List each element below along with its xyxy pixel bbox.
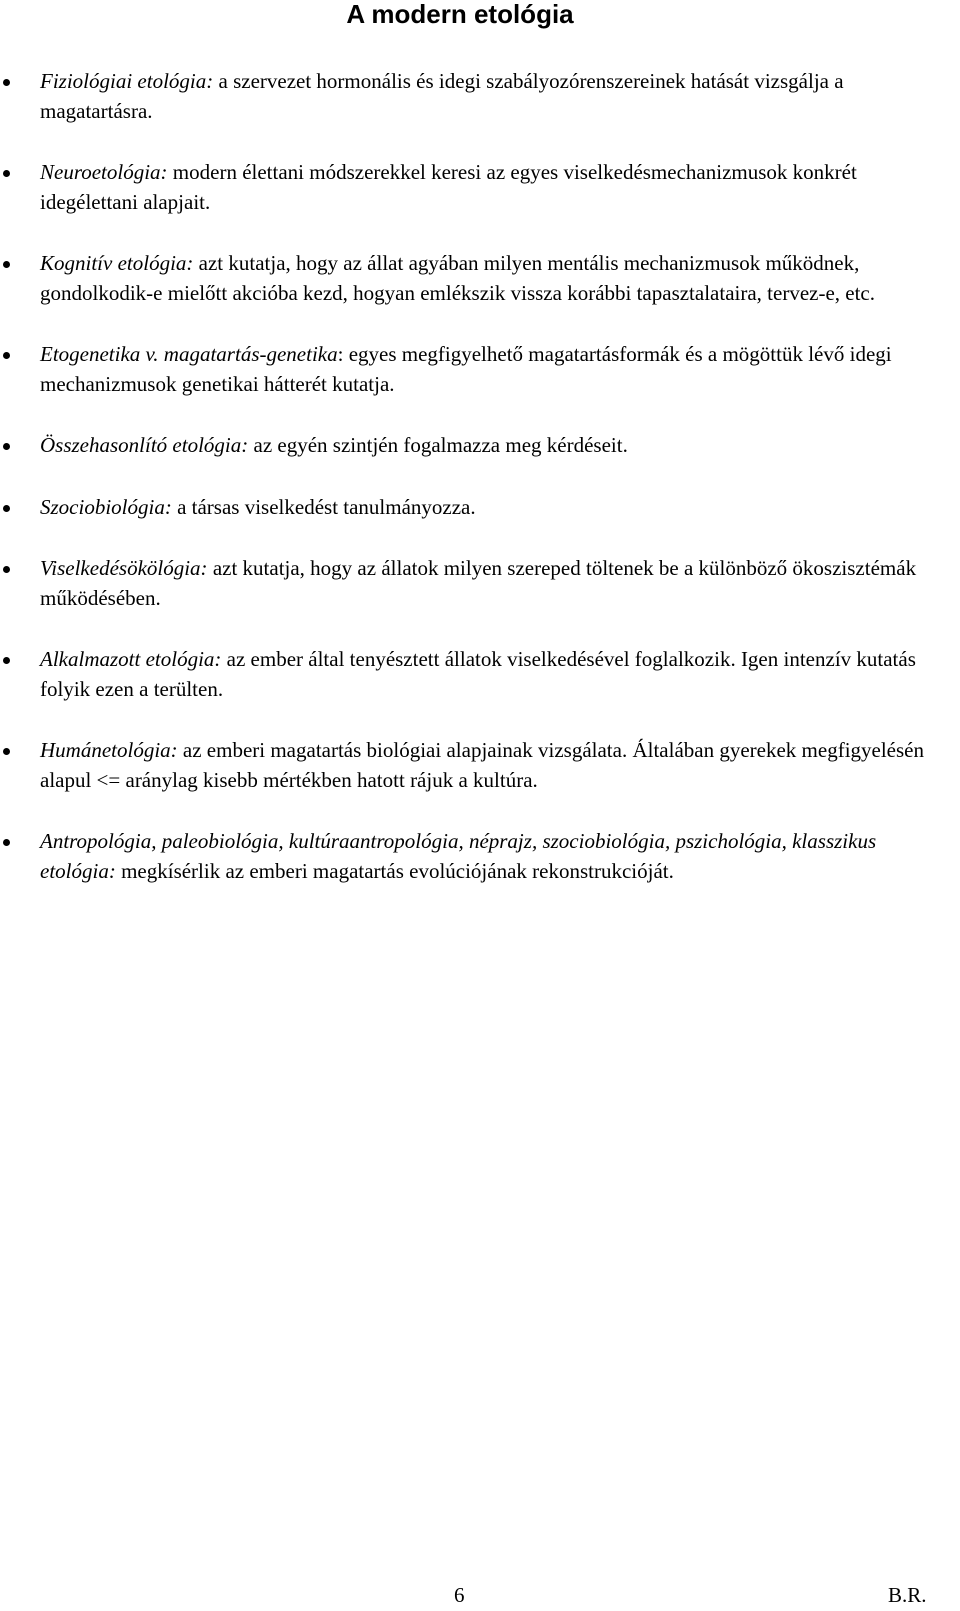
bullet-icon xyxy=(3,79,10,86)
item-term: Kognitív etológia: xyxy=(40,251,194,275)
item-term: Neuroetológia: xyxy=(40,160,168,184)
item-term: Humánetológia: xyxy=(40,738,178,762)
bullet-icon xyxy=(3,261,10,268)
list-item-fiziologiai-etologia xyxy=(0,67,940,126)
bullet-icon xyxy=(3,352,10,359)
bullet-icon xyxy=(3,748,10,755)
item-term: Etogenetika v. magatartás-genetika xyxy=(40,342,338,366)
item-description: a szervezet hormonális és idegi szabályozórenszereinek hatását vizsgálja a magatartásra. xyxy=(40,69,844,123)
item-description: az emberi magatartás biológiai alapjainak vizsgálata. Általában gyerekek megfigyelésén alapul <= aránylag kisebb mértékben hatott rájuk a kultúra. xyxy=(40,738,924,792)
bullet-icon xyxy=(3,839,10,846)
bullet-icon xyxy=(3,505,10,512)
page-title: A modern etológia xyxy=(346,0,574,29)
item-term: Fiziológiai etológia: xyxy=(40,69,214,93)
item-description: azt kutatja, hogy az állatok milyen szereped töltenek be a különböző ökoszisztémák működésében. xyxy=(40,556,917,610)
item-term: Szociobiológia: xyxy=(40,494,172,519)
item-description: : egyes megfigyelhető magatartásformák és a mögöttük lévő idegi mechanizmusok genetikai hátterét kutatja. xyxy=(40,342,892,396)
item-description: azt kutatja, hogy az állat agyában milyen mentális mechanizmusok működnek, gondolkodik-e mielőtt akcióba kezd, hogyan emlékszik vissza korábbi tapasztalataira, tervez-e, etc. xyxy=(40,251,876,305)
item-description: az ember által tenyésztett állatok viselkedésével foglalkozik. Igen intenzív kutatás folyik ezen a terülten. xyxy=(40,647,916,701)
list-item-humanetologia xyxy=(0,736,940,795)
author-initials: B.R. xyxy=(888,1583,927,1607)
list-item-antropologia xyxy=(0,827,940,886)
list-item-alkalmazott-etologia xyxy=(0,645,940,704)
item-description: modern élettani módszerekkel keresi az egyes viselkedésmechanizmusok konkrét idegélettani alapjait. xyxy=(40,160,857,214)
list-item-osszehasonlito-etologia xyxy=(0,431,940,461)
list-item-neuroetologia xyxy=(0,158,940,217)
page-number: 6 xyxy=(454,1583,465,1607)
item-term: Összehasonlító etológia: xyxy=(40,433,249,457)
list-item-szociobiologia xyxy=(0,493,940,523)
bullet-icon xyxy=(3,566,10,573)
item-term: Antropológia, paleobiológia, kultúraantropológia, néprajz, szociobiológia, pszichológia, klasszikus etológia: xyxy=(40,829,877,883)
item-description: megkísérlik az emberi magatartás evolúciójának rekonstrukcióját. xyxy=(115,858,674,883)
list-item-kognitiv-etologia xyxy=(0,249,940,308)
list-item-viselkedesokologia xyxy=(0,554,940,613)
item-description: a társas viselkedést tanulmányozza. xyxy=(171,494,476,519)
bullet-icon xyxy=(3,657,10,664)
item-term: Alkalmazott etológia: xyxy=(40,647,222,671)
item-term: Viselkedésökölógia: xyxy=(40,556,208,580)
list-item-etogenetika xyxy=(0,340,940,399)
item-description: az egyén szintjén fogalmazza meg kérdéseit. xyxy=(248,433,628,457)
bullet-icon xyxy=(3,170,10,177)
bullet-icon xyxy=(3,443,10,450)
ethology-branches-list xyxy=(0,67,940,918)
